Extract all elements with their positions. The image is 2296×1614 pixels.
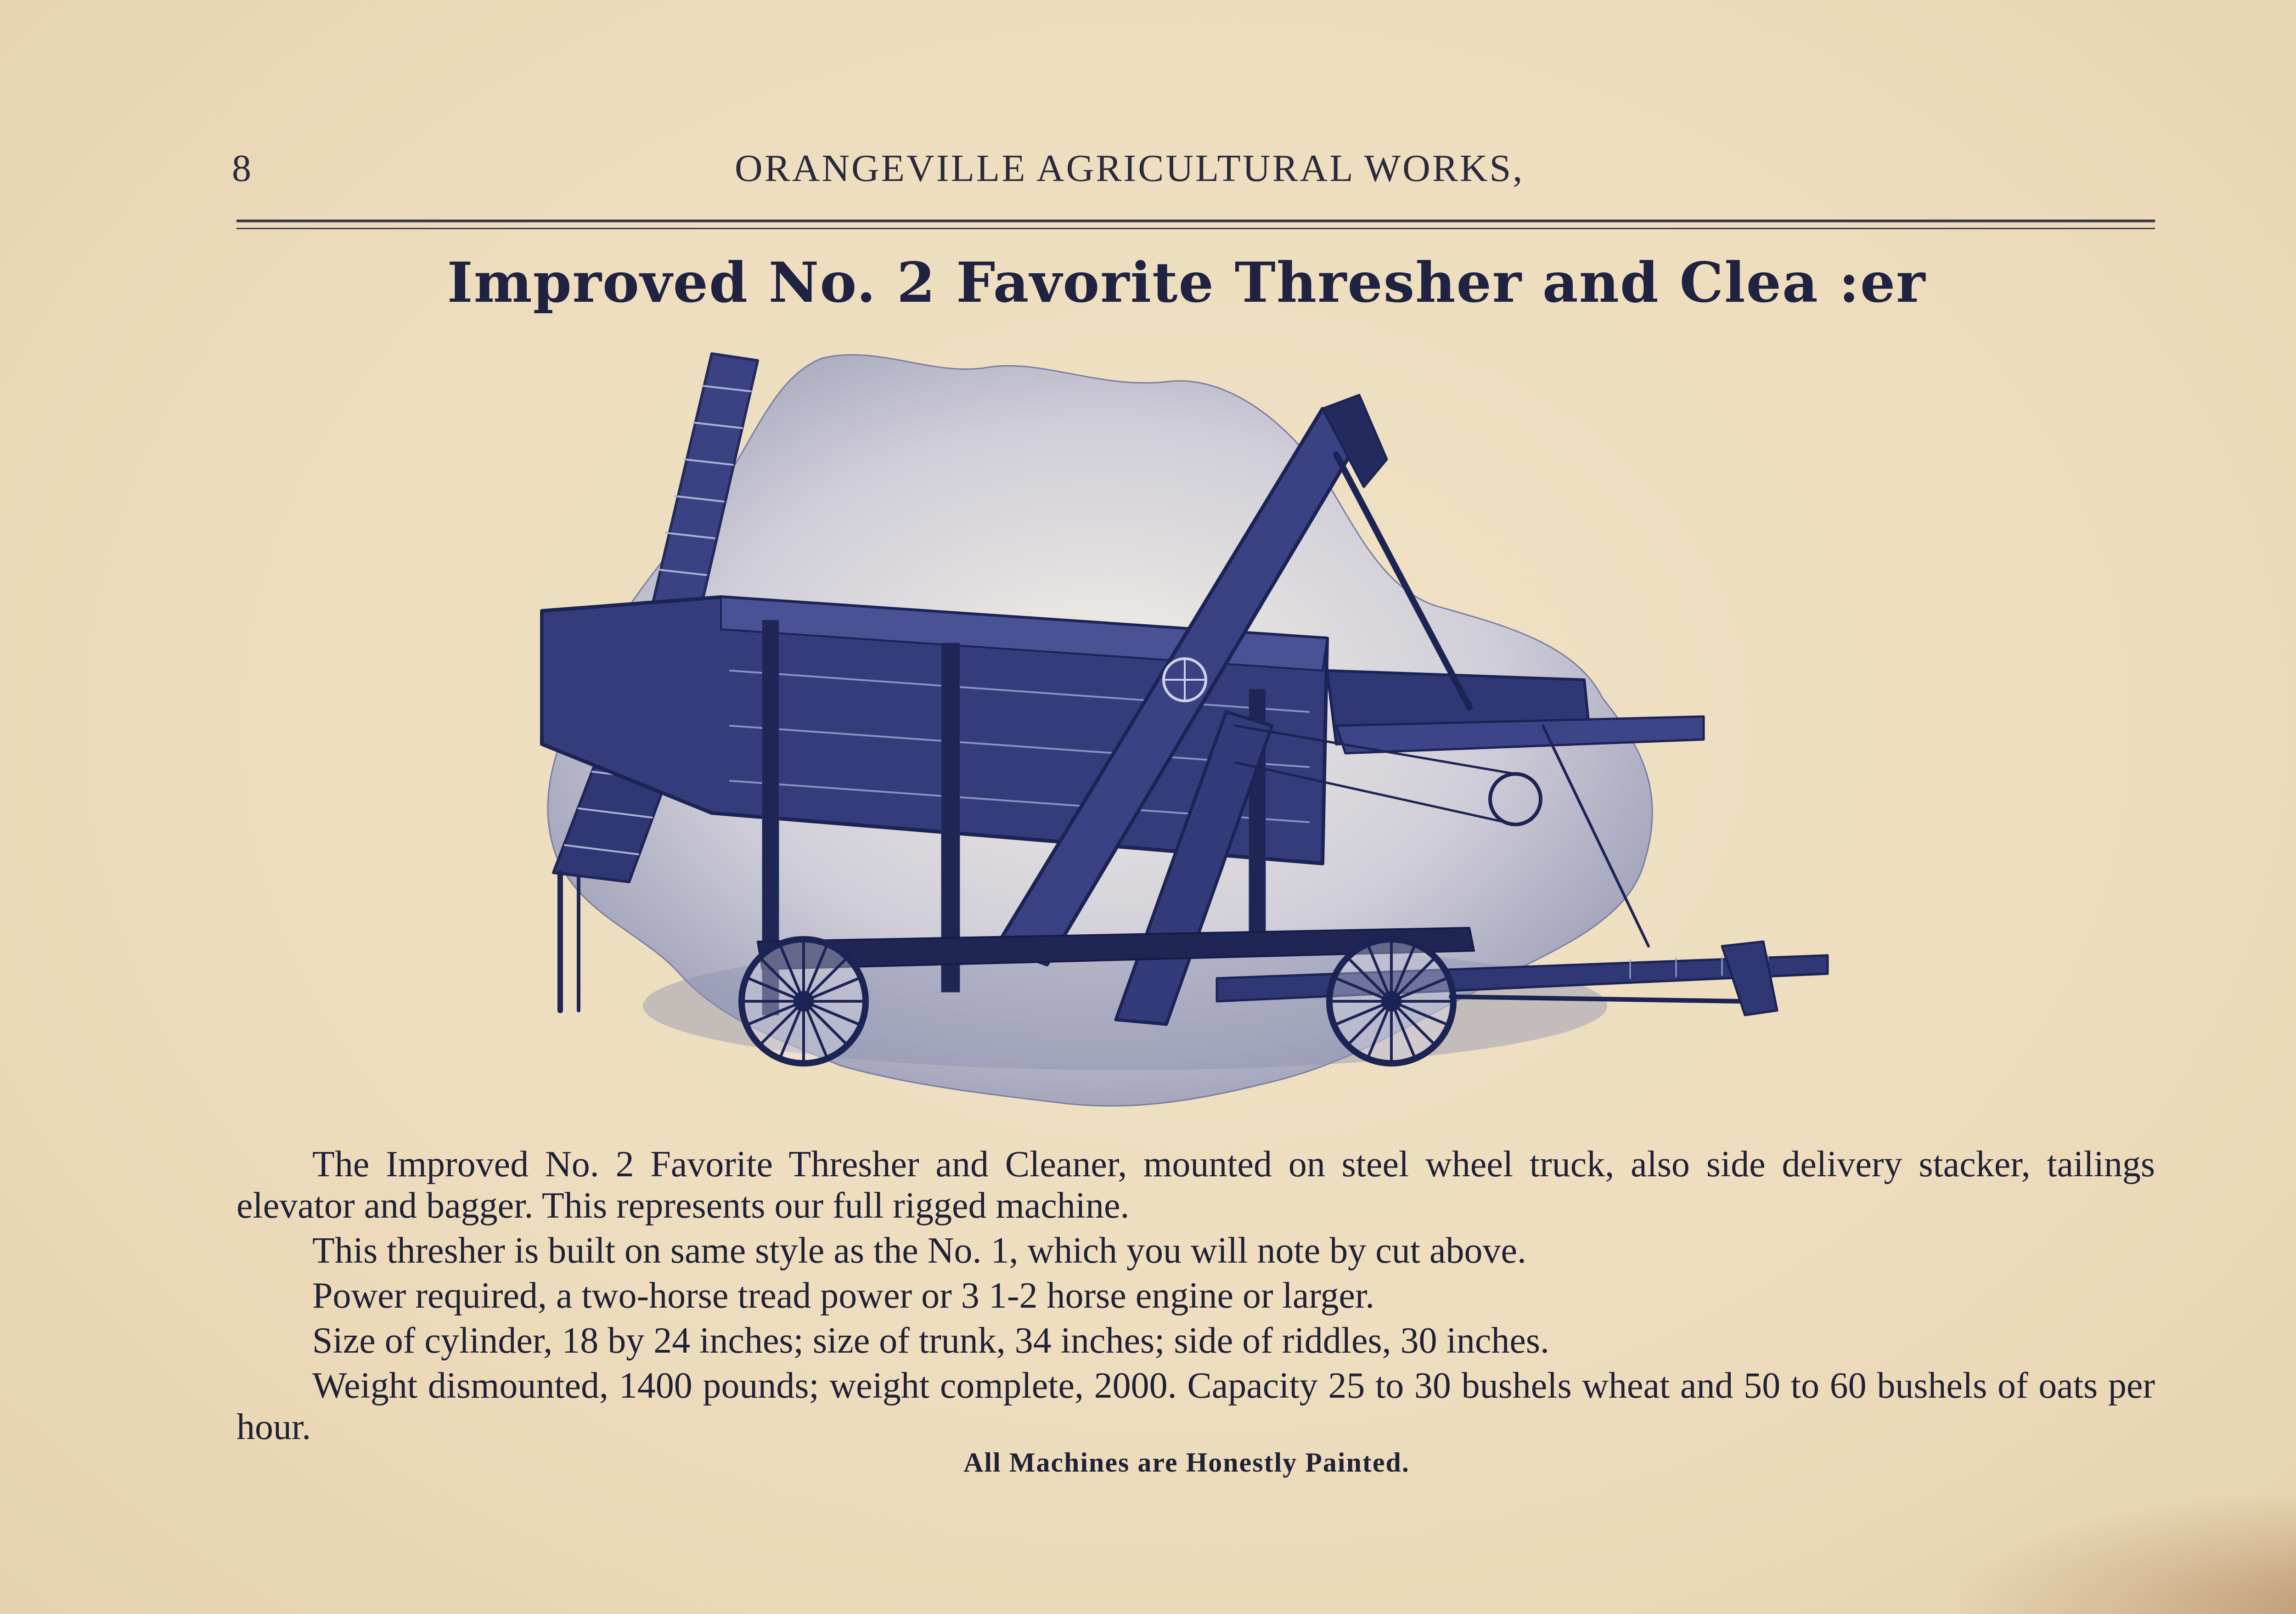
running-head: ORANGEVILLE AGRICULTURAL WORKS,: [735, 147, 1525, 190]
paragraph: Weight dismounted, 1400 pounds; weight complete, 2000. Capacity 25 to 30 bushels wheat and 50 to 60 bushels of oats per hour.: [236, 1366, 2155, 1447]
footer-note: All Machines are Honestly Painted.: [963, 1447, 1410, 1478]
paragraph: The Improved No. 2 Favorite Thresher and Cleaner, mounted on steel wheel truck, also side delivery stacker, tailings elevator and bagger. This represents our full rigged machine.: [236, 1144, 2155, 1226]
paragraph: Size of cylinder, 18 by 24 inches; size of trunk, 34 inches; side of riddles, 30 inches.: [312, 1321, 1549, 1361]
header-rule-thick: [236, 220, 2155, 222]
paragraph: Power required, a two-horse tread power or 3 1-2 horse engine or larger.: [312, 1275, 1375, 1316]
paragraph: This thresher is built on same style as the No. 1, which you will note by cut above.: [312, 1230, 1526, 1271]
rear-wheel: [742, 939, 866, 1063]
plate-title: Improved No. 2 Favorite Thresher and Clea :er: [447, 250, 1926, 315]
description-text: [236, 1144, 2155, 1451]
page-number: 8: [232, 147, 252, 190]
thresher-illustration: [528, 349, 1860, 1139]
corner-stain: [1960, 1495, 2296, 1614]
front-wheel: [1329, 939, 1453, 1063]
header-rule-thin: [236, 228, 2155, 229]
